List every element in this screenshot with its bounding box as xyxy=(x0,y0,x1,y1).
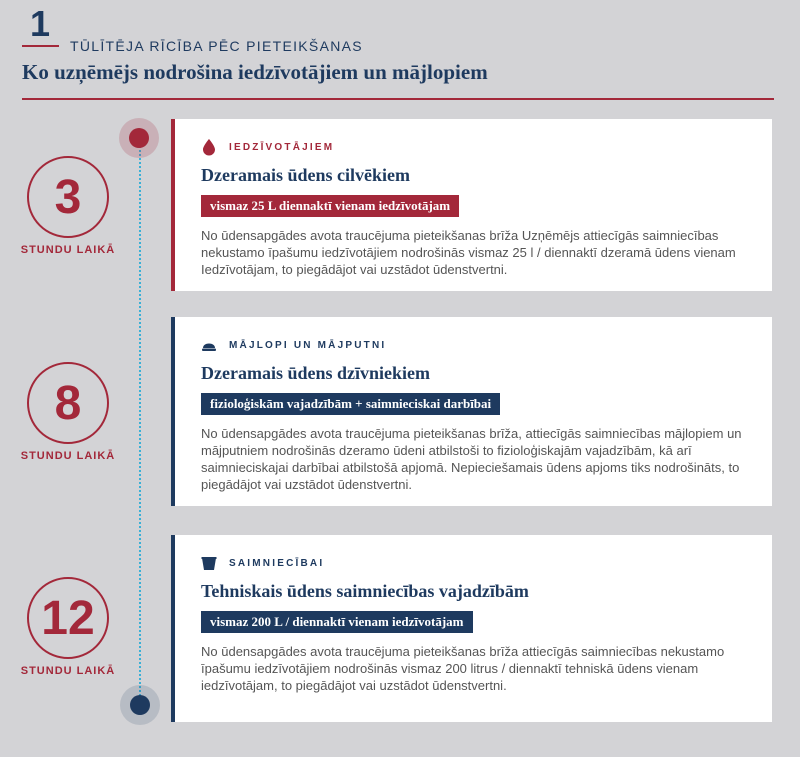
card-badge: vismaz 200 L / diennaktī vienam iedzīvotājam xyxy=(201,611,473,633)
livestock-icon xyxy=(201,336,217,354)
card-title: Dzeramais ūdens cilvēkiem xyxy=(201,165,410,185)
card-residents xyxy=(171,119,772,291)
card-title: Tehniskais ūdens saimniecības vajadzībām xyxy=(201,581,529,601)
hours-marker-8 xyxy=(8,362,128,462)
hours-label: STUNDU LAIKĀ xyxy=(20,450,116,462)
hours-circle: 12 xyxy=(27,577,109,659)
card-category xyxy=(201,137,754,157)
category-label: MĀJLOPI UN MĀJPUTNI xyxy=(229,339,387,351)
hours-marker-12 xyxy=(8,577,128,677)
card-category xyxy=(201,335,754,355)
water-drop-icon xyxy=(201,138,217,156)
step-underline xyxy=(22,45,59,47)
timeline-start-dot xyxy=(119,118,159,158)
timeline-line xyxy=(139,138,141,704)
card-description: No ūdensapgādes avota traucējuma pieteikšanas brīža Uzņēmējs attiecīgās saimniecības nekustamo īpašumu iedzīvotājiem nodrošinās vismaz 25 l / diennaktī dzeramā ūdens vienam Iedzīvotājam, to piegādājot vai uzstādot ūdenstvertni. xyxy=(201,228,736,277)
page-title: Ko uzņēmējs nodrošina iedzīvotājiem un mājlopiem xyxy=(22,60,488,84)
eyebrow: TŪLĪTĒJA RĪCĪBA PĒC PIETEIKŠANAS xyxy=(70,38,363,54)
bucket-icon xyxy=(201,554,217,572)
header-divider xyxy=(22,98,774,100)
timeline-end-dot xyxy=(120,685,160,725)
card-badge: vismaz 25 L diennaktī vienam iedzīvotājam xyxy=(201,195,459,217)
card-description: No ūdensapgādes avota traucējuma pieteikšanas brīža attiecīgās saimniecības nekustamo īpašumu iedzīvotājiem nodrošinās vismaz 200 litrus / diennaktī tehniskā ūdens vienam iedzīvotājam, to piegādājot vai uzstādot ūdenstvertni. xyxy=(201,644,725,693)
category-label: IEDZĪVOTĀJIEM xyxy=(229,141,335,153)
hours-circle: 8 xyxy=(27,362,109,444)
step-number: 1 xyxy=(30,3,51,44)
hours-label: STUNDU LAIKĀ xyxy=(20,665,116,677)
card-description: No ūdensapgādes avota traucējuma pieteikšanas brīža, attiecīgās saimniecības mājlopiem un mājputniem nodrošinās dzeramo ūdeni atbilstoši to fizioloģiskajām vajadzībām, kā arī saimnieciskajai darbībai atbilstošā apjomā. Nepieciešamais ūdens apjoms tiks nodrošināts, to piegādājot vai uzstādot ūdenstvertni. xyxy=(201,426,742,492)
card-badge: fizioloģiskām vajadzībām + saimnieciskai darbībai xyxy=(201,393,500,415)
hours-marker-3 xyxy=(8,156,128,256)
card-livestock xyxy=(171,317,772,506)
card-title: Dzeramais ūdens dzīvniekiem xyxy=(201,363,430,383)
category-label: SAIMNIECĪBAI xyxy=(229,557,325,569)
card-category xyxy=(201,553,754,573)
card-household xyxy=(171,535,772,722)
hours-circle: 3 xyxy=(27,156,109,238)
hours-label: STUNDU LAIKĀ xyxy=(20,244,116,256)
